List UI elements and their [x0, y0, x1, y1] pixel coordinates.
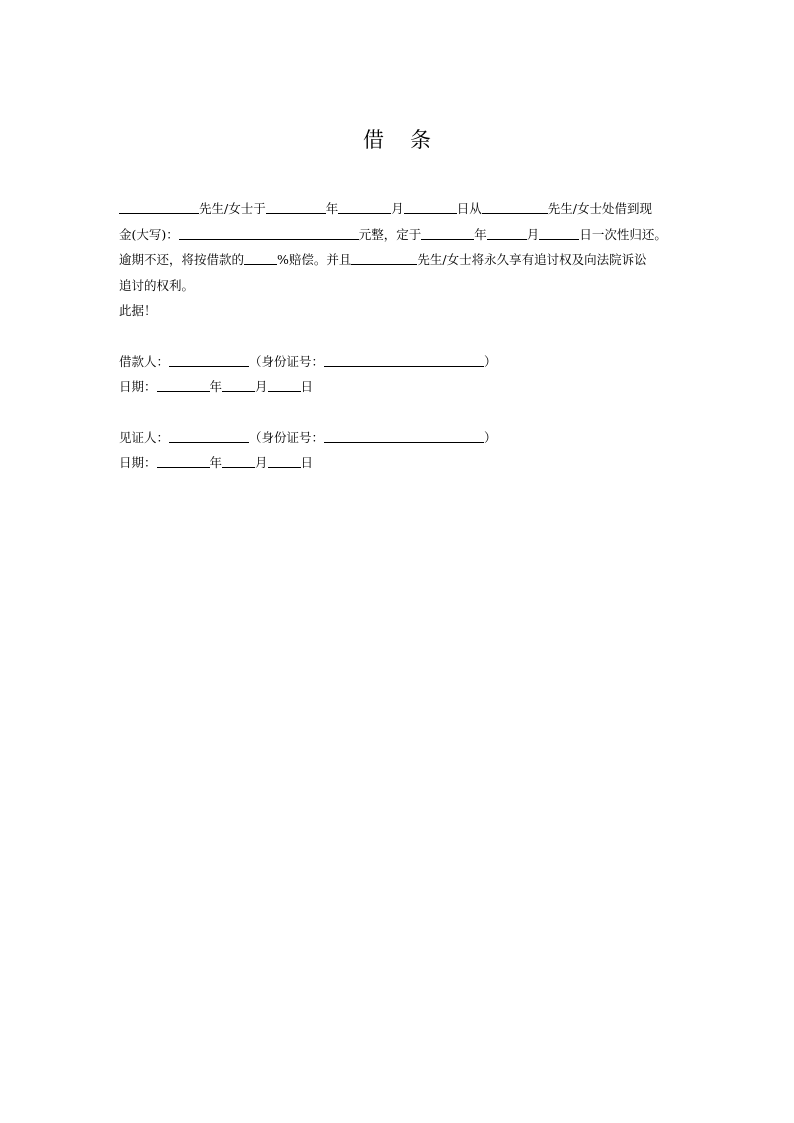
day-label: 日 [300, 455, 314, 470]
witness-date-label: 日期： [119, 455, 157, 470]
title-char-2: 条 [410, 128, 431, 152]
borrower-label: 借款人： [119, 353, 170, 369]
body-line-3 [119, 247, 689, 273]
month-label: 月 [255, 379, 268, 394]
repay-day-blank[interactable] [539, 225, 579, 240]
borrower-id-close: ） [484, 353, 497, 369]
month-label: 月 [255, 455, 268, 470]
body-line-1 [119, 196, 689, 222]
witness-name-blank[interactable] [169, 428, 249, 443]
lender-name-blank[interactable] [119, 199, 199, 214]
loan-year-blank[interactable] [266, 199, 326, 214]
repay-year-blank[interactable] [421, 225, 474, 240]
body-line-5 [119, 298, 689, 324]
body-text: 日一次性归还。 [579, 226, 667, 242]
body-text: %赔偿。并且 [277, 252, 352, 267]
body-text: 追讨的权利。 [119, 277, 195, 293]
witness-id-close: ） [484, 429, 497, 445]
borrower-line [119, 349, 689, 375]
body-text: 先生/女士于 [199, 201, 266, 216]
borrower-month-blank[interactable] [222, 377, 255, 392]
witness-id-blank[interactable] [324, 428, 484, 443]
body-text: 先生/女士处借到现 [547, 201, 652, 216]
witness-day-blank[interactable] [268, 453, 301, 468]
body-text: 金(大写)： [119, 226, 179, 242]
loan-month-blank[interactable] [338, 199, 391, 214]
repay-month-blank[interactable] [487, 225, 527, 240]
borrower-year-blank[interactable] [157, 377, 210, 392]
document-title [0, 124, 794, 154]
title-char-1: 借 [363, 128, 384, 152]
amount-in-words-blank[interactable] [179, 225, 359, 240]
body-text: 日从 [456, 201, 482, 216]
borrower-date-line [119, 374, 689, 400]
witness-label: 见证人： [119, 429, 170, 445]
body-text: 元整，定于 [358, 226, 422, 242]
day-label: 日 [300, 379, 314, 394]
borrower-id-blank[interactable] [324, 352, 484, 367]
body-text: 先生/女士将永久享有追讨权及向法院诉讼 [417, 252, 647, 267]
claimant-name-blank[interactable] [351, 250, 417, 265]
witness-date-line [119, 450, 689, 476]
borrower-name-blank[interactable] [169, 352, 249, 367]
closing-text: 此据！ [119, 303, 157, 318]
borrower-id-label: （身份证号： [249, 353, 325, 369]
penalty-percent-blank[interactable] [244, 250, 277, 265]
body-text: 月 [526, 226, 540, 242]
witness-month-blank[interactable] [222, 453, 255, 468]
body-text: 年 [325, 201, 339, 216]
body-text: 年 [474, 226, 487, 242]
witness-id-label: （身份证号： [249, 429, 325, 445]
borrower-date-label: 日期： [119, 379, 157, 394]
witness-line [119, 425, 689, 451]
year-label: 年 [209, 379, 223, 394]
body-text: 月 [391, 201, 404, 216]
borrower-day-blank[interactable] [268, 377, 301, 392]
witness-year-blank[interactable] [157, 453, 210, 468]
body-text: 逾期不还，将按借款的 [119, 252, 245, 267]
body-line-2 [119, 222, 689, 248]
loan-note-body [119, 196, 689, 476]
body-line-4 [119, 273, 689, 299]
loan-day-blank[interactable] [404, 199, 457, 214]
creditor-name-blank[interactable] [482, 199, 548, 214]
year-label: 年 [209, 455, 223, 470]
